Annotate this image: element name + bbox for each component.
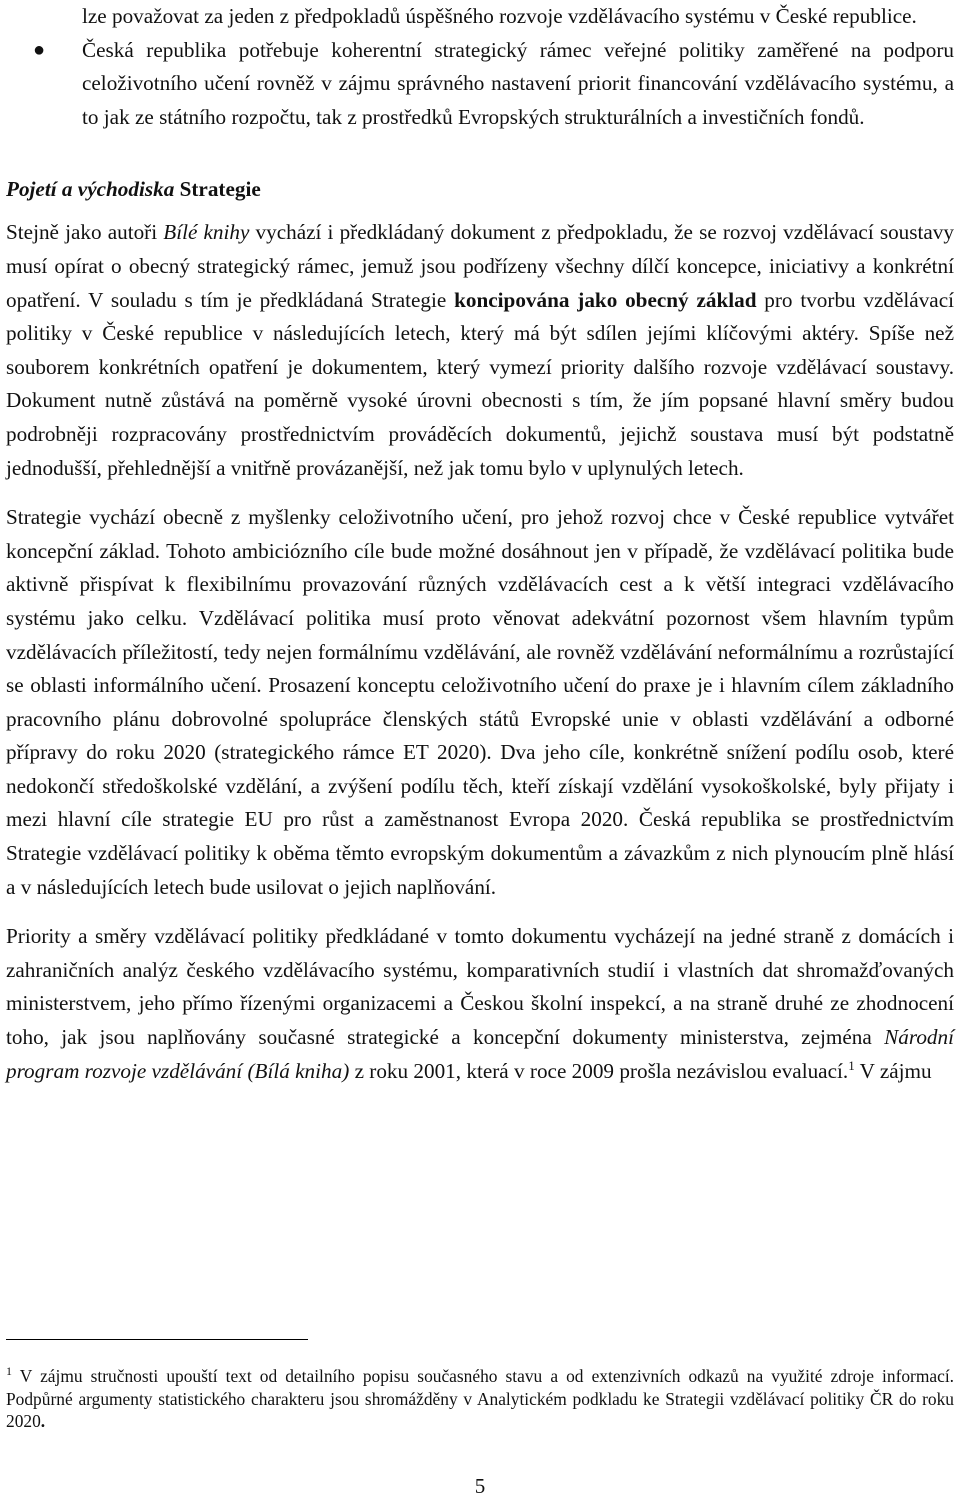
italic-title-run: Národní program rozvoje vzdělávání (Bílá kniha)	[6, 1025, 954, 1083]
list-item	[33, 34, 954, 135]
footnote-separator	[6, 1339, 308, 1340]
text-run: Stejně jako autoři	[6, 220, 164, 245]
paragraph-1	[6, 216, 954, 485]
section-heading	[6, 172, 954, 206]
footnote-text: V zájmu stručnosti upouští text od detailního popisu současného stavu a od extenzivních odkazů na využité zdroje informací. Podpůrné argumenty statistického charakteru jsou shromážděny v Analytickém podkladu ke Strategii vzdělávací politiky ČR do roku 2020	[6, 1366, 954, 1431]
text-run: pro tvorbu vzdělávací politiky v České republice v následujících letech, který má být sdílen jejími klíčovými aktéry. Spíše než souborem konkrétních opatření je dokumentem, který vymezí priority dalšího rozvoje vzdělávací soustavy. Dokument nutně zůstává na poměrně vysoké úrovni obecnosti s tím, že jím popsané hlavní směry budou podrobněji rozpracovány prostřednictvím prováděcích dokumentů, jejichž soustava musí být podstatně jednodušší, přehlednější a vnitřně provázanější, než jak tomu bylo v uplynulých letech.	[6, 287, 954, 480]
italic-title-run: Bílé knihy	[163, 220, 250, 245]
text-run: vychází i předkládaný dokument z předpokladu, že se rozvoj vzdělávací soustavy musí opírat o obecný strategický rámec, jemuž jsou podřízeny všechny dílčí koncepce, iniciativy a konkrétní opatření. V souladu s tím je předkládaná Strategie	[6, 220, 954, 312]
bullet-text: Česká republika potřebuje koherentní strategický rámec veřejné politiky zaměřené na podporu celoživotního učení rovněž v zájmu správného nastavení priorit financování vzdělávacího systému, a to jak ze státního rozpočtu, tak z prostředků Evropských strukturálních a investičních fondů.	[82, 37, 954, 129]
bold-emphasis-run: koncipována jako obecný základ	[454, 287, 757, 312]
footnote-end: .	[40, 1411, 46, 1431]
text-run: z roku 2001, která v roce 2009 prošla nezávislou evaluací.	[349, 1058, 849, 1083]
page-number: 5	[474, 1474, 486, 1498]
section-heading-italic: Pojetí a východiska	[6, 177, 175, 202]
footnote	[6, 1365, 954, 1433]
footnote-reference[interactable]: 1	[848, 1057, 855, 1073]
bullet-list	[6, 0, 954, 134]
footnote-marker: 1	[6, 1364, 12, 1378]
paragraph-2: Strategie vychází obecně z myšlenky celoživotního učení, pro jehož rozvoj chce v České republice vytvářet koncepční základ. Tohoto ambiciózního cíle bude možné dosáhnout jen v případě, že vzdělávací politika bude aktivně přispívat k flexibilnímu provazování různých vzdělávacích cest a k větší integraci vzdělávacího systému jako celku. Vzdělávací politika musí proto věnovat adekvátní pozornost všem hlavním typům vzdělávacích příležitostí, tedy nejen formálnímu vzdělávání, ale rovněž vzdělávání neformálnímu a rozrůstající se oblasti informálního učení. Prosazení konceptu celoživotního učení do praxe je i hlavním cílem základního pracovního plánu dobrovolné spolupráce členských států Evropské unie v oblasti vzdělávání a odborné přípravy do roku 2020 (strategického rámce ET 2020). Dva jeho cíle, konkrétně snížení podílu osob, které nedokončí středoškolské vzdělání, a zvýšení podílu těch, kteří získají vzdělání vysokoškolské, byly přijaty i mezi hlavní cíle strategie EU pro růst a zaměstnanost Evropa 2020. Česká republika se prostřednictvím Strategie vzdělávací politiky k oběma těmto evropským dokumentům a závazkům z nich plynoucím plně hlásí a v následujících letech bude usilovat o jejich naplňování.	[6, 505, 954, 899]
bullet-continuation-text: lze považovat za jeden z předpokladů úspěšného rozvoje vzdělávacího systému v České republice.	[82, 4, 917, 28]
text-run: Priority a směry vzdělávací politiky předkládané v tomto dokumentu vycházejí na jedné straně z domácích i zahraničních analýz českého vzdělávacího systému, komparativních studií i vlastních dat shromažďovaných ministerstvem, jeho přímo řízenými organizacemi a Českou školní inspekcí, a na straně druhé ze zhodnocení toho, jak jsou naplňovány současné strategické a koncepční dokumenty ministerstva, zejména	[6, 924, 954, 1050]
section-heading-rest: Strategie	[174, 177, 261, 202]
paragraph-3	[6, 920, 954, 1088]
text-run: V zájmu	[854, 1058, 932, 1083]
list-item	[82, 0, 954, 34]
document-page	[6, 0, 954, 1509]
bullet-icon: ●	[33, 38, 46, 61]
